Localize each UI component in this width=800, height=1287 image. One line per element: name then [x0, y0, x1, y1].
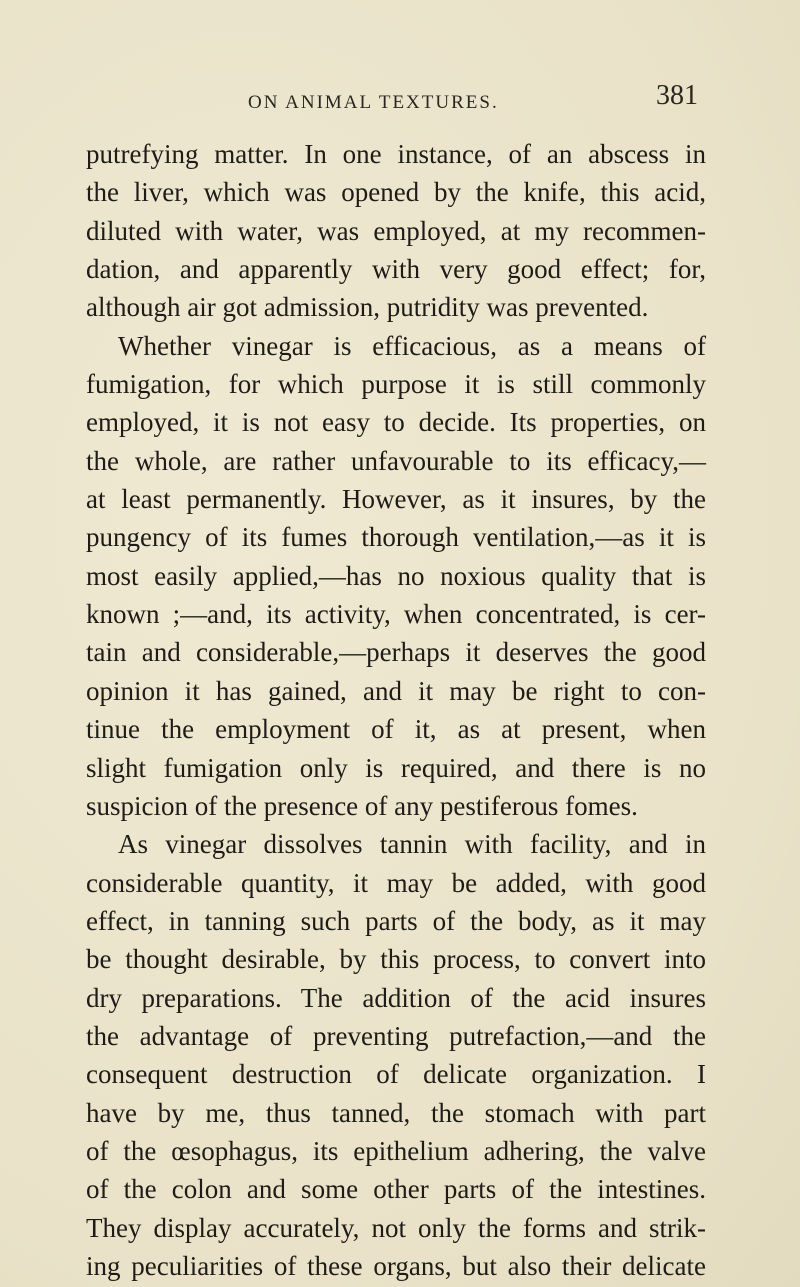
text-line: effect, in tanning such parts of the body, as it may — [86, 905, 706, 936]
text-line: the whole, are rather unfavourable to its efficacy,— — [86, 445, 706, 476]
text-line: employed, it is not easy to decide. Its properties, on — [86, 407, 706, 438]
text-line: As vinegar dissolves tannin with facility, and in — [118, 829, 706, 860]
text-line: slight fumigation only is required, and there is no — [86, 752, 706, 783]
text-line: most easily applied,—has no noxious quality that is — [86, 560, 706, 591]
text-line: ing peculiarities of these organs, but also their delicate — [86, 1250, 706, 1281]
text-line: although air got admission, putridity was prevented. — [86, 292, 649, 323]
text-line: tinue the employment of it, as at present, when — [86, 714, 706, 745]
text-line: of the colon and some other parts of the intestines. — [86, 1174, 706, 1205]
text-line: known ;—and, its activity, when concentrated, is cer- — [86, 599, 706, 630]
text-line: opinion it has gained, and it may be right to con- — [86, 675, 706, 706]
text-line: be thought desirable, by this process, to convert into — [86, 944, 706, 975]
text-line: considerable quantity, it may be added, with good — [86, 867, 706, 898]
text-line: diluted with water, was employed, at my recommen- — [86, 215, 706, 246]
running-head: ON ANIMAL TEXTURES. — [248, 92, 499, 113]
text-line: tain and considerable,—perhaps it deserves the good — [86, 637, 706, 668]
body-text — [86, 135, 706, 1285]
text-line: Whether vinegar is efficacious, as a means of — [118, 330, 706, 361]
text-line: suspicion of the presence of any pestiferous fomes. — [86, 790, 638, 821]
text-line: at least permanently. However, as it insures, by the — [86, 484, 706, 515]
text-line: the advantage of preventing putrefaction,—and the — [86, 1020, 706, 1051]
text-line: consequent destruction of delicate organization. I — [86, 1059, 706, 1090]
text-line: fumigation, for which purpose it is still commonly — [86, 369, 706, 400]
text-line: dation, and apparently with very good effect; for, — [86, 254, 706, 285]
page-number: 381 — [656, 80, 698, 111]
text-line: pungency of its fumes thorough ventilation,—as it is — [86, 522, 706, 553]
text-line: the liver, which was opened by the knife, this acid, — [86, 177, 706, 208]
text-line: have by me, thus tanned, the stomach with part — [86, 1097, 706, 1128]
text-line: dry preparations. The addition of the acid insures — [86, 982, 706, 1013]
text-line: putrefying matter. In one instance, of an abscess in — [86, 139, 706, 169]
text-line: They display accurately, not only the forms and strik- — [86, 1212, 706, 1243]
text-line: of the œsophagus, its epithelium adhering, the valve — [86, 1135, 706, 1166]
